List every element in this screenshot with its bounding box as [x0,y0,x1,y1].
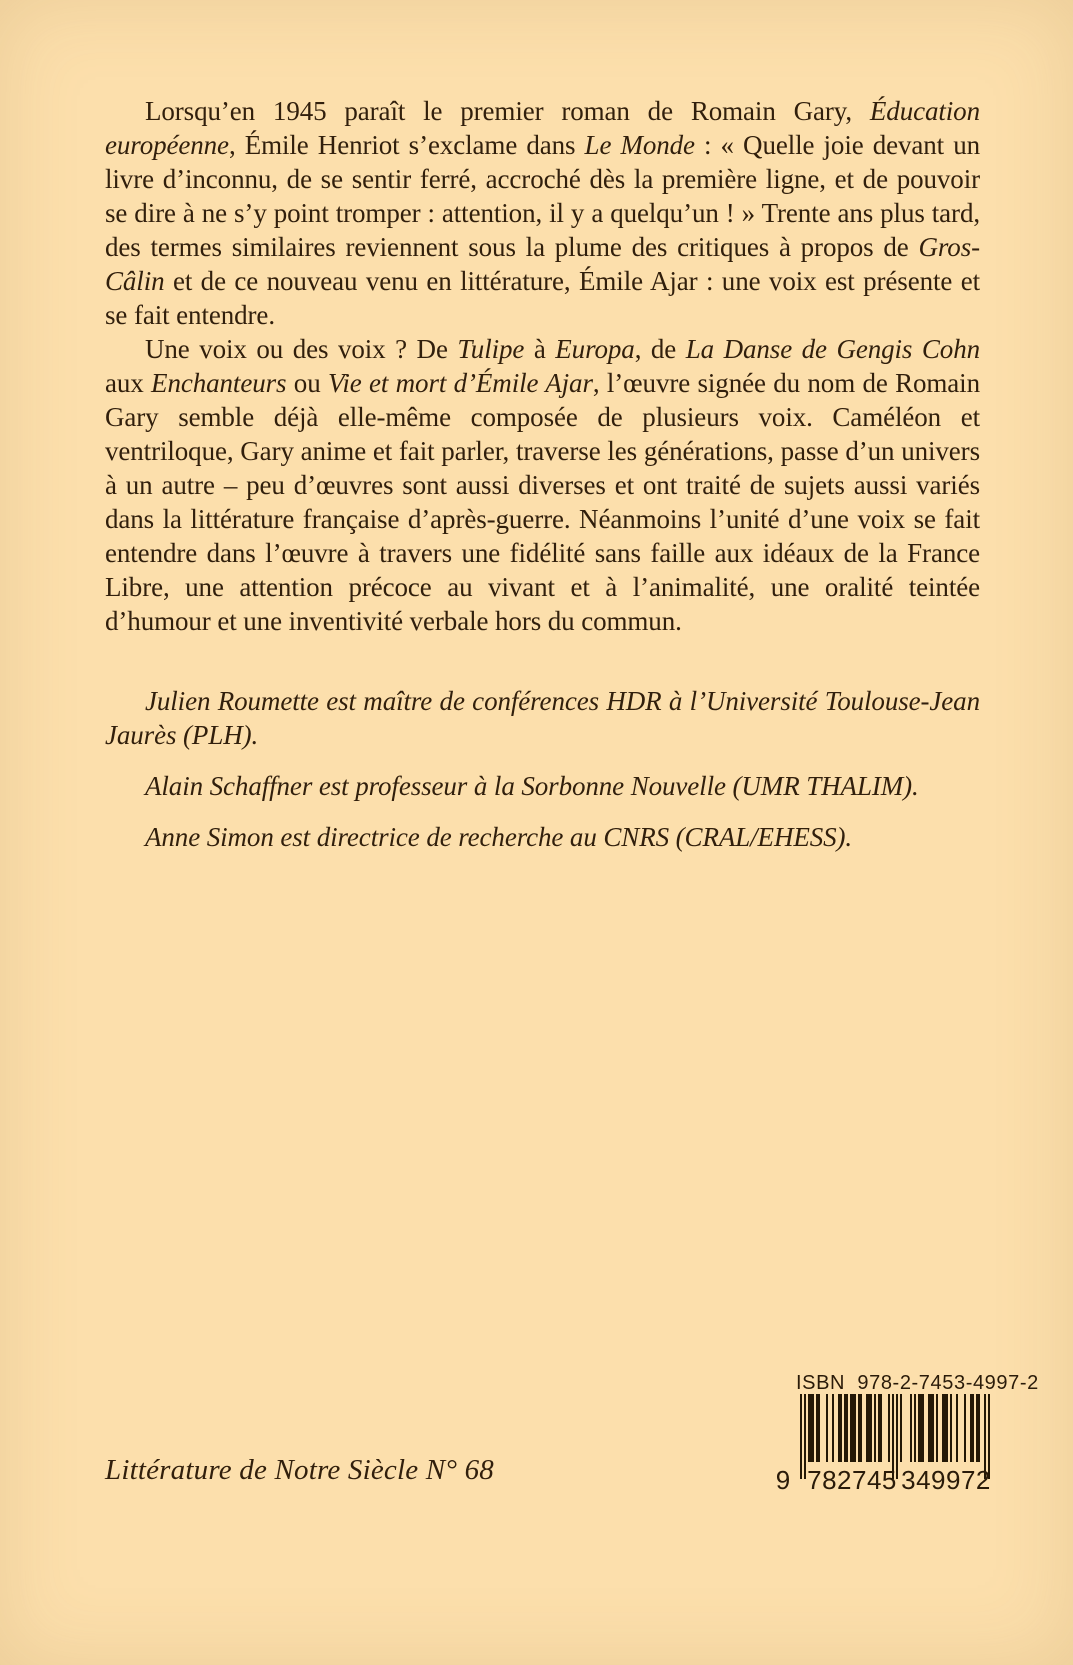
series-title: Littérature de Notre Siècle N° 68 [105,1454,494,1486]
author-bio: Alain Schaffner est professeur à la Sorbonne Nouvelle (UMR THALIM). [145,771,919,801]
author-bio: Anne Simon est directrice de recherche au CNRS (CRAL/EHESS). [145,822,853,852]
synopsis-text: , de [634,334,686,364]
synopsis-text: : « Quelle joie devant un livre d’inconnu, de se sentir ferré, accroché dès la première ligne, et de pouvoir se dire à ne s’y point tromper : attention, il y a quelqu’un ! » Trente ans plus tard, des termes similaires reviennent sous la plume des critiques à propos de [105,130,980,262]
isbn-label: ISBN 978-2-7453-4997-2 [796,1372,1039,1394]
book-title-italic: Vie et mort d’Émile Ajar [327,368,593,398]
author-bio: Julien Roumette est maître de conférences HDR à l’Université Toulouse-Jean Jaurès (PLH). [105,686,980,750]
book-title-italic: Enchanteurs [151,368,287,398]
synopsis-paragraph [105,94,980,332]
synopsis-text: à [524,334,556,364]
barcode-digit-first: 9 [775,1465,791,1495]
book-title-italic: Le Monde [584,130,695,160]
synopsis-text: et de ce nouveau venu en littérature, Émile Ajar : une voix est présente et se fait entendre. [105,266,980,330]
book-title-italic: Europa [555,334,635,364]
synopsis-text: Lorsqu’en 1945 paraît le premier roman de Romain Gary, [145,96,870,126]
barcode-digits-right: 349972 [901,1465,991,1495]
book-title-italic: Tulipe [457,334,525,364]
synopsis-text: ou [286,368,328,398]
synopsis-paragraph [105,332,980,638]
barcode [768,1372,1039,1498]
barcode-digits-left: 782745 [807,1465,897,1495]
author-bios [105,684,980,854]
book-title-italic: La Danse de Gengis Cohn [685,334,980,364]
synopsis-text: , l’œuvre signée du nom de Romain Gary semble déjà elle-même composée de plusieurs voix. Caméléon et ventriloque, Gary anime et fait parler, traverse les générations, passe d’un univers à un autre – peu d’œuvres sont aussi diverses et ont traité de sujets aussi variés dans la littérature française d’après-guerre. Néanmoins l’unité d’une voix se fait entendre dans l’œuvre à travers une fidélité sans faille aux idéaux de la France Libre, une attention précoce au vivant et à l’animalité, une oralité teintée d’humour et une inventivité verbale hors du commun. [105,368,980,636]
synopsis-text: , Émile Henriot s’exclame dans [228,130,585,160]
book-title-italic: Gros-Câlin [105,232,980,296]
synopsis [105,94,980,638]
book-title-italic: Éducation européenne [105,96,980,160]
cover-text-column [105,94,980,871]
synopsis-text: aux [105,368,152,398]
synopsis-text: Une voix ou des voix ? De [145,334,458,364]
